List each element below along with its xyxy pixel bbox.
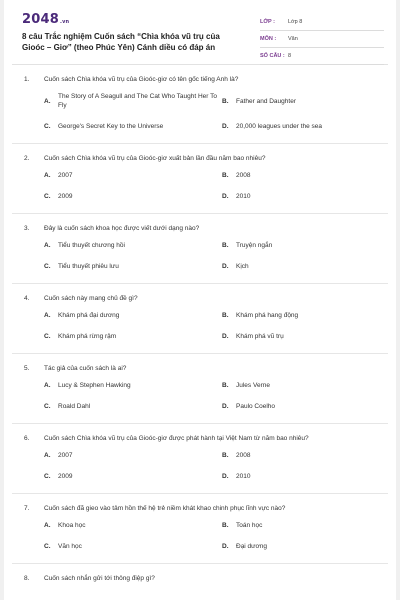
question-item	[24, 75, 376, 144]
question-item	[24, 224, 376, 284]
option-letter: A.	[44, 382, 51, 389]
option-letter: C.	[44, 333, 51, 340]
question-text	[24, 75, 376, 84]
option-letter: C.	[44, 123, 51, 130]
option-text: Toán học	[236, 522, 263, 529]
option-text: Khám phá đại dương	[58, 312, 120, 319]
answer-option[interactable]	[222, 92, 382, 110]
question-number: 8.	[24, 575, 30, 582]
option-text: 2010	[236, 473, 251, 480]
question-separator	[12, 563, 388, 564]
meta-label: MÔN :	[260, 36, 277, 42]
option-letter: D.	[222, 473, 229, 480]
answer-option[interactable]	[222, 521, 382, 530]
option-letter: C.	[44, 473, 51, 480]
option-text: 2010	[236, 193, 251, 200]
meta-label: SỐ CÂU :	[260, 53, 285, 59]
question-number: 2.	[24, 155, 30, 162]
options-grid	[44, 451, 376, 481]
answer-option[interactable]	[222, 542, 382, 551]
question-prompt: Cuốn sách Chìa khóa vũ trụ của Gioóc-giơ có tên gốc tiếng Anh là?	[44, 76, 239, 83]
question-text	[24, 434, 376, 443]
logo-main-text: 2048	[22, 12, 59, 27]
option-letter: A.	[44, 452, 51, 459]
question-separator	[12, 283, 388, 284]
option-letter: B.	[222, 382, 229, 389]
option-text: Kịch	[236, 263, 249, 270]
option-letter: A.	[44, 97, 51, 105]
question-prompt: Cuốn sách đã gieo vào tâm hồn thế hệ trẻ niềm khát khao chinh phục lĩnh vực nào?	[44, 505, 286, 512]
option-letter: C.	[44, 543, 51, 550]
question-item	[24, 294, 376, 354]
answer-option[interactable]	[44, 451, 222, 460]
option-letter: A.	[44, 172, 51, 179]
option-letter: D.	[222, 333, 229, 340]
options-grid	[44, 381, 376, 411]
answer-option[interactable]	[222, 262, 382, 271]
question-number: 5.	[24, 365, 30, 372]
question-text	[24, 224, 376, 233]
option-letter: A.	[44, 312, 51, 319]
answer-option[interactable]	[222, 311, 382, 320]
question-prompt: Tác giả của cuốn sách là ai?	[44, 365, 127, 372]
answer-option[interactable]	[44, 381, 222, 390]
option-letter: D.	[222, 543, 229, 550]
question-text	[24, 154, 376, 163]
option-letter: B.	[222, 172, 229, 179]
question-text	[24, 294, 376, 303]
question-separator	[12, 213, 388, 214]
answer-option[interactable]	[222, 402, 382, 411]
question-item	[24, 154, 376, 214]
question-prompt: Đây là cuốn sách khoa học được viết dưới dạng nào?	[44, 225, 200, 232]
answer-option[interactable]	[222, 472, 382, 481]
question-separator	[12, 353, 388, 354]
option-text: Khoa học	[58, 522, 86, 529]
answer-option[interactable]	[44, 472, 222, 481]
option-text: 2009	[58, 193, 73, 200]
answer-option[interactable]	[222, 192, 382, 201]
answer-option[interactable]	[222, 122, 382, 131]
answer-option[interactable]	[44, 262, 222, 271]
meta-value: 8	[288, 53, 292, 59]
option-text: 2008	[236, 452, 251, 459]
answer-option[interactable]	[44, 241, 222, 250]
answer-option[interactable]	[44, 311, 222, 320]
document-header	[4, 0, 396, 64]
question-item	[24, 574, 376, 583]
question-prompt: Cuốn sách nhắn gửi tới thông điệp gì?	[44, 575, 155, 582]
option-text: Văn học	[58, 543, 82, 550]
answer-option[interactable]	[222, 332, 382, 341]
answer-option[interactable]	[222, 381, 382, 390]
question-number: 1.	[24, 76, 30, 83]
option-text: Tiểu thuyết phiêu lưu	[58, 263, 119, 270]
option-letter: B.	[222, 312, 229, 319]
answer-option[interactable]	[44, 402, 222, 411]
question-item	[24, 504, 376, 564]
option-text: 2007	[58, 452, 73, 459]
option-letter: D.	[222, 403, 229, 410]
answer-option[interactable]	[44, 192, 222, 201]
meta-table	[260, 14, 384, 65]
options-grid	[44, 92, 376, 131]
option-letter: B.	[222, 452, 229, 459]
question-item	[24, 364, 376, 424]
option-letter: C.	[44, 263, 51, 270]
question-item	[24, 434, 376, 494]
option-text: Father and Daughter	[236, 97, 296, 105]
options-grid	[44, 241, 376, 271]
question-prompt: Cuốn sách này mang chủ đề gì?	[44, 295, 138, 302]
option-letter: B.	[222, 522, 229, 529]
answer-option[interactable]	[44, 521, 222, 530]
option-text: Lucy & Stephen Hawking	[58, 382, 131, 389]
option-letter: C.	[44, 193, 51, 200]
option-text: Khám phá rừng rậm	[58, 333, 117, 340]
options-grid	[44, 171, 376, 201]
question-list	[4, 65, 396, 583]
meta-row-count	[260, 48, 384, 65]
meta-label: LỚP :	[260, 19, 275, 25]
option-text: Truyện ngắn	[236, 242, 273, 249]
option-letter: B.	[222, 97, 229, 105]
answer-option[interactable]	[222, 241, 382, 250]
option-letter: B.	[222, 242, 229, 249]
option-text: 2009	[58, 473, 73, 480]
option-letter: D.	[222, 193, 229, 200]
question-number: 4.	[24, 295, 30, 302]
option-letter: C.	[44, 403, 51, 410]
answer-option[interactable]	[222, 171, 382, 180]
option-text: 2007	[58, 172, 73, 179]
option-letter: D.	[222, 123, 229, 130]
option-letter: A.	[44, 522, 51, 529]
question-prompt: Cuốn sách Chìa khóa vũ trụ của Gioóc-giơ xuất bản lần đầu năm bao nhiêu?	[44, 155, 266, 162]
option-text: Paulo Coelho	[236, 403, 276, 410]
option-text: Khám phá vũ trụ	[236, 333, 284, 340]
question-text	[24, 574, 376, 583]
question-separator	[12, 143, 388, 144]
question-separator	[12, 423, 388, 424]
option-text: Roald Dahl	[58, 403, 91, 410]
answer-option[interactable]	[44, 332, 222, 341]
question-number: 3.	[24, 225, 30, 232]
document-title: 8 câu Trắc nghiệm Cuốn sách “Chìa khóa vũ trụ của Gioóc – Giơ” (theo Phúc Yên) Cánh diều có đáp án	[22, 32, 220, 52]
option-text: 20,000 leagues under the sea	[236, 123, 323, 130]
document-page	[4, 0, 396, 600]
question-prompt: Cuốn sách Chìa khóa vũ trụ của Gioóc-giơ được phát hành tại Việt Nam từ năm bao nhiêu?	[44, 435, 309, 442]
answer-option[interactable]	[44, 542, 222, 551]
option-letter: D.	[222, 263, 229, 270]
question-text	[24, 364, 376, 373]
logo-sub-text: .vn	[59, 19, 70, 25]
question-text	[24, 504, 376, 513]
options-grid	[44, 311, 376, 341]
question-number: 7.	[24, 505, 30, 512]
option-letter: A.	[44, 242, 51, 249]
meta-value: Lớp 8	[288, 19, 303, 25]
question-separator	[12, 493, 388, 494]
option-text: Jules Verne	[236, 382, 270, 389]
meta-row-class	[260, 14, 384, 31]
answer-option[interactable]	[44, 122, 222, 131]
answer-option[interactable]	[44, 171, 222, 180]
answer-option[interactable]	[222, 451, 382, 460]
option-text: 2008	[236, 172, 251, 179]
option-text: Khám phá hang động	[236, 312, 299, 319]
meta-value: Văn	[288, 36, 298, 42]
options-grid	[44, 521, 376, 551]
question-number: 6.	[24, 435, 30, 442]
answer-option[interactable]	[44, 92, 222, 110]
option-text: Đại dương	[236, 543, 268, 550]
option-text: The Story of A Seagull and The Cat Who Taught Her To Fly	[58, 93, 217, 109]
option-text: George's Secret Key to the Universe	[58, 123, 164, 130]
meta-row-subject	[260, 31, 384, 48]
option-text: Tiểu thuyết chương hồi	[58, 242, 125, 249]
